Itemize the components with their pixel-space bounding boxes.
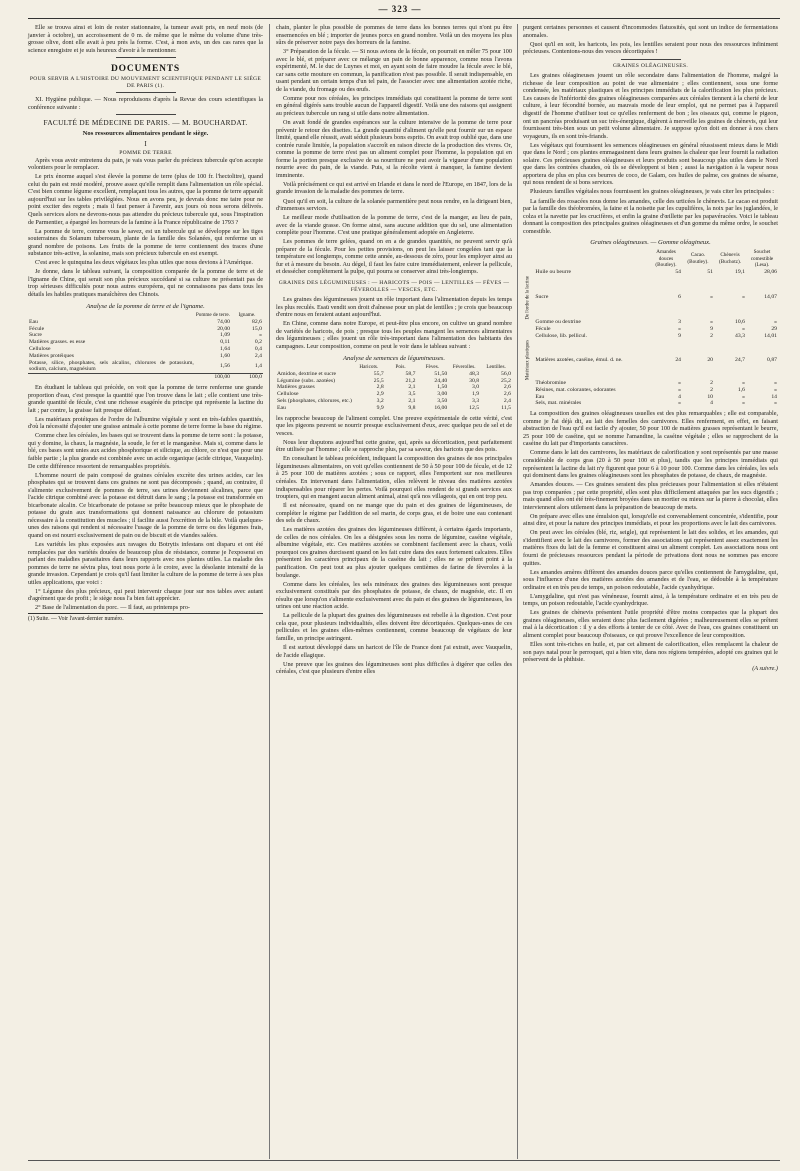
column-header: Chènevis (Buchotz). bbox=[718, 252, 742, 265]
paragraph: Les variétés les plus exposées aux ravages du Botrytis infestans ont disparu et ont été remplacées par des variétés douées de beaucoup plus de résistance, comme je l'exposerai en parlant des maladies parasitaires dans leurs rapports avec nos plantes utiles. La maladie des pommes de terre ne sévira plus, tout nous porte à le croire, avec la désolante intensité de la grande invasion. Cependant je crois qu'il faut limiter la culture de la pomme de terre à ses plus utiles applications, que voici : bbox=[28, 541, 263, 586]
paragraph: On prépare avec elles une émulsion qui, lorsqu'elle est convenablement concentrée, s'identifie, pour ainsi dire, et pour la nature des principes immédiats, et pour les proportions avec le lait des carnivores. bbox=[523, 512, 778, 528]
table-caption: Graines oléagineuses. — Gomme oléagineux. bbox=[590, 239, 711, 247]
paragraph: Les graines de chènevis présentent l'utile propriété d'être moins compactes que la plupart des graines oléagineuses, elles seraient donc plus facilement digérées ; malheureusement elles se prêtent mal à la décortication : il y a des efforts à tenter de ce côté. Avec de l'eau, ces graines constituent un aliment complet pour beaucoup d'oiseaux, ce qui prouve l'excellence de leur composition. bbox=[523, 609, 778, 639]
divider bbox=[116, 57, 176, 58]
paragraph: Une preuve que les graines des légumineuses sont plus difficiles à digérer que celles des céréales, c'est que plusieurs d'entre elles bbox=[276, 660, 512, 676]
section-title: DOCUMENTS bbox=[111, 64, 180, 75]
paragraph: Je donne, dans le tableau suivant, la composition comparée de la pomme de terre et de l'Igname de Chine, qui serait son plus précieux succédané si sa culture ne présentait pas de trop sérieuses difficultés pour nous autres européens, qui ne connaissons pas dans tous les détails les habiles pratiques maraîchères des Chinois. bbox=[28, 268, 263, 298]
legume-heading: GRAINES DES LÉGUMINEUSES : — HARICOTS — POIS — LENTILLES — FÈVES — FÉVEROLLES — VESCES, ETC. bbox=[278, 280, 510, 293]
paragraph: Quoi qu'il en soit, les haricots, les pois, les lentilles seraient pour nous des ressources infiniment précieuses. Contentons-nous des vesces décortiquées ! bbox=[523, 40, 778, 56]
paragraph: En Chine, comme dans notre Europe, et peut-être plus encore, on cultive un grand nombre de variétés de haricots, de pois ; presque tous les peuples mangent les semences alimentaires des légumineuses ; elles jouent un rôle très-important dans l'alimentation des habitants des campagnes. Leur composition, comme on peut le voir dans le tableau suivant : bbox=[276, 320, 512, 350]
table-caption: Analyse de la pomme de terre et de l'igname. bbox=[86, 302, 205, 310]
column-header: Haricots. bbox=[359, 364, 379, 371]
table-row: Matériaux plastiques Matières azotées, caséine, émul. d. ne. 24 20 24,7 0,87 bbox=[525, 339, 777, 380]
paragraph: Comme chez les céréales, les bases qui se trouvent dans la pomme de terre sont : la potasse, qui y domine, la chaux, la magnésie, la soude, le fer et le manganèse. Mais si, comme dans le blé, ces bases sont unies aux acides phosphorique et silicique, au chlore, ce n'est que pour une faible partie ; la plus grande est combinée avec un acide organique (acide citrique, Vauquelin). De cette différence ressortent de remarquables propriétés. bbox=[28, 432, 263, 470]
section-subtitle: POUR SERVIR A L'HISTOIRE DU MOUVEMENT SCIENTIFIQUE PENDANT LE SIÉGE DE PARIS (1). bbox=[29, 76, 262, 89]
table-row: Matières grasses. es esse 0,11 0,2 bbox=[29, 339, 262, 346]
paragraph: Nous leur disputons aujourd'hui cette graine, qui, après sa décortication, peut parfaitement être utilisée par l'homme ; elle se rapproche plus, par sa saveur, des haricots que des pois. bbox=[276, 438, 512, 454]
divider bbox=[116, 92, 176, 93]
paragraph: Comme pour nos céréales, les principes immédiats qui constituent la pomme de terre sont en général digérés sans trouble aucun de l'appareil digestif. Voilà une des raisons qui assignent au précieux tubercule un rang si utile dans notre alimentation. bbox=[276, 94, 512, 118]
page-number: — 323 — bbox=[378, 4, 422, 14]
column-header: Lentilles. bbox=[486, 364, 506, 371]
table-row: Potasse, silice, phosphates, sels alcalins, chlorures de potassium, sodium, calcium, magnésium 1,56 1,4 bbox=[29, 359, 262, 373]
table-row: Cellulose 2,9 3,5 3,00 1,9 2,6 bbox=[277, 391, 511, 398]
table-row: Sels (phosphates, chlorures, etc.) 3,2 2,1 3,50 3,3 2,4 bbox=[277, 398, 511, 405]
intro-paragraph: Elle se trouva ainsi et loin de rester stationnaire, la tumeur avait pris, en neuf mois (de janvier à octobre), un accroissement de 0 m. de même que le même du volume d'une très-grosse olive, dont elle avait à peu près la forme. C'est, à mon avis, un des cas rares que la science enregistre et je suis heureux d'avoir à le mentionner. bbox=[28, 24, 263, 54]
column-2 bbox=[276, 24, 512, 677]
paragraph: La pellicule de la plupart des graines des légumineuses est rebelle à la digestion. C'est pour cela que, pour plusieurs individualités, elles doivent être décortiquées. Quelques-unes de ces pellicules et les graines elles-mêmes contiennent, comme beaucoup de végétaux de leur famille, un principe astringent. bbox=[276, 612, 512, 642]
paragraph: Les végétaux qui fournissent les semences oléagineuses en général réussissent mieux dans le Midi que dans le Nord ; ces plantes emmagasinent dans leurs graines la chaleur que leur fournit la radiation solaire. Ces précieuses graines oléagineuses et leurs produits sont beaucoup plus utiles dans le Nord que dans les contrées chaudes, où ils se développent si bien ; aussi la navigation à la vapeur nous apportera de plus en plus ces beurres de coco, de Galam, ces huiles de palme, ces graines de sésame, qui nous rendent de si bons services. bbox=[523, 141, 778, 187]
paragraph: Les matériaux protéiques de l'ordre de l'albumine végétale y sont en très-faibles quantités, d'où la nécessité d'ajouter une graisse animale à cette pomme de terre forme la base du régime. bbox=[28, 415, 263, 431]
table-row: Matières grasses 2,8 2,1 1,50 3,0 2,6 bbox=[277, 384, 511, 391]
item-intro: XI. Hygiène publique. — Nous reproduisons d'après la Revue des cours scientifiques la conférence suivante : bbox=[28, 96, 263, 111]
paragraph: Le prix énorme auquel s'est élevée la pomme de terre (plus de 100 fr. l'hectolitre), quand celui du pain est resté modéré, prouve assez qu'elle remplit dans l'alimentation un rôle spécial. C'est bien comme légume excellent, remplaçant tous les autres, que la pomme de terre apparaît aujourd'hui sur les tables privilégiées. Nous en avons peu, je devrais donc me taire pour ne point exciter des regrets ; mais il faut penser à l'avenir, aux jours où nous serons délivrés. Quels services alors ne devrons-nous pas attendre du précieux tubercule qui, sous l'inspiration de Parmentier, a épargné les horreurs de la famine à la France républicaine de 1793 ? bbox=[28, 173, 263, 226]
paragraph: Le meilleur mode d'utilisation de la pomme de terre, c'est de la manger, au lieu de pain, avec de la viande grasse. On forme ainsi, sans aucune addition que du sel, une alimentation complète pour l'homme. C'est une pratique généralement adoptée en Angleterre. bbox=[276, 214, 512, 237]
paragraph: La composition des graines oléagineuses usuelles est des plus remarquables ; elle est comparable, comme je l'ai déjà dit, au lait des femelles des carnivores. Elles renferment, en effet, en faisant abstraction de l'eau qu'il est facile d'y ajouter, 50 pour 100 de matières grasses représentant le beurre, 25 pour 100 de caséine, qui se nomme l'amandine, la caséine végétale ; elles se rapprochent de la caséine du lait par d'importants caractères. bbox=[523, 410, 778, 448]
lecture-title: Nos ressources alimentaires pendant le siège. bbox=[82, 130, 209, 138]
paragraph: Quoi qu'il en soit, la culture de la solanée parmentière peut nous rendre, en la dirigeant bien, d'immenses services. bbox=[276, 197, 512, 213]
potato-heading: POMME DE TERRE bbox=[119, 150, 172, 157]
paragraph: On avait fondé de grandes espérances sur la culture intensive de la pomme de terre pour prévenir le retour des disettes. La grande quantité d'aliment qu'elle peut fournir sur un espace limité, quand elle réussit, avait séduit plusieurs bons esprits. On avait trop oublié que, dans une contrée rurale limitée, la population s'accroît en raison directe de la production des vivres. Or, comme la pomme de terre n'est pas un aliment complet pour l'homme, la population qui en forme la portion presque exclusive de sa nourriture ne peut avoir la vigueur d'une population nourrie avec du pain, de la viande. Puis, si la récolte vient à manquer, la famine devient imminente. bbox=[276, 119, 512, 179]
table-row: Fécule » 9 » 29 bbox=[535, 326, 777, 333]
table-row: Eau 4 10 » 14 bbox=[535, 393, 777, 400]
paragraph: L'homme nourri de pain composé de graines céréales excrète des urines acides, car les phosphates qui se trouvent dans ces graines ne sont pas décomposés ; quand, au contraire, il s'alimente exclusivement de pommes de terre, ses urines deviennent alcalines, parce que l'acide citrique combiné avec la potasse est détruit dans le sang ; la potasse est transformée en bicarbonate alcalin. Ce bicarbonate de potasse se prête beaucoup mieux que le phosphate de potasse du grain aux transformations qui donnent naissance au chlorure de potassium nécessaire à la constitution des muscles ; il facilite aussi l'excrétion de la bile. Voilà quelques-unes des raisons qui rendent si nécessaire l'usage de la pomme de terre ou des légumes frais, quand on est nourri exclusivement de pain ou de biscuit et de viandes salées. bbox=[28, 471, 263, 539]
paragraph: Comme dans les céréales, les sels minéraux des graines des légumineuses sont presque exclusivement constitués par des phosphates de potasse, de chaux, de magnésie, etc. Il en résulte que lorsqu'on s'alimente exclusivement avec du pain et des graines de légumineuses, les urines ont une réaction acide. bbox=[276, 580, 512, 611]
table-row: Matières protéiques 1,60 2,4 bbox=[29, 352, 262, 359]
oleaginous-heading: GRAINES OLÉAGINEUSES. bbox=[612, 62, 689, 69]
paragraph: Il est surtout développé dans un haricot de l'île de France dont j'ai extrait, avec Vauquelin, de l'acide ellagique. bbox=[276, 644, 512, 659]
top-rule bbox=[28, 18, 780, 19]
table-row: Théobromine » 2 » » bbox=[535, 379, 777, 386]
column-header: Cacao. (Boutley). bbox=[687, 252, 709, 265]
footnote: (1) Suite. — Voir l'avant-dernier numéro. bbox=[28, 613, 263, 624]
paragraph: Amandes douces. — Ces graines seraient des plus précieuses pour l'alimentation si elles n'étaient pas trop comparées ; par cette propriété, elles sont plus difficilement attaquées par les sucs digestifs ; mais quand elles ont été très-finement broyées dans un mortier ou mieux sur la pierre à chocolat, elles interviennent alors utilement dans la préparation de beaucoup de mets. bbox=[523, 481, 778, 511]
table-row: Huile ou beurre 54 51 19,1 28,06 bbox=[535, 269, 777, 276]
column-header: Pois. bbox=[395, 364, 406, 371]
faculty-heading: FACULTÉ DE MÉDECINE DE PARIS. — M. BOUCHARDAT. bbox=[43, 118, 248, 128]
paragraph: C'est avec le quinquina les deux végétaux les plus utiles que nous devions à l'Amérique. bbox=[35, 259, 253, 267]
column-header: Amandes douces (Boutley). bbox=[655, 248, 677, 269]
to-be-continued: (A suivre.) bbox=[752, 665, 778, 673]
paragraph: On peut avec les céréales (blé, riz, seigle), qui représentent le lait des solides, et les amandes, qui s'identifient avec le lait des carnivores, former des associations qui représentent assez exactement les matières fixes du lait de la femme et constituent ainsi un aliment complet. Les associations nous ont fourni de précieuses ressources pendant la période de privations dont nous ne sommes pas encore quittes. bbox=[523, 529, 778, 567]
column-1 bbox=[28, 24, 263, 625]
table-total-row: 100,00 100,0 bbox=[28, 374, 263, 381]
table-row: Résines, mat. colorantes, odorantes » 2 1,6 » bbox=[535, 386, 777, 393]
paragraph: En consultant le tableau précédent, indiquant la composition des graines de nos principales légumineuses alimentaires, on voit qu'elles contiennent de 50 à 50 pour 100 de fécule, et de 12 à 25 pour 100 de matières azotées ; sous ce rapport, elles l'emportent sur nos meilleures céréales. En intervenant dans l'alimentation, elles relèvent le niveau des matières azotées indispensables pour réparer les pertes. Voilà pourquoi elles rendent de si grands services aux troupiers, qui en mangent aucun aliment animal, ainsi qu'à nos villageois, qui en ont trop peu. bbox=[276, 455, 512, 501]
column-separator bbox=[517, 24, 518, 1159]
column-header: Fèves. bbox=[425, 364, 440, 371]
paragraph: purgent certaines personnes et causent d'incommodes flatuosités, qui sont un indice de fermentations anomales. bbox=[523, 24, 778, 39]
table-row: Eau 74,00 82,6 bbox=[29, 318, 262, 325]
paragraph: Elles sont très-riches en huile, et, par cet aliment de calorification, elles remplacent la chaleur de son pays natal pour le perroquet, qui a bien vite, dans nos régions tempérées, adopté ces graines qui le préservent de la phthisie. bbox=[523, 641, 778, 664]
paragraph: En étudiant le tableau qui précède, on voit que la pomme de terre renferme une grande proportion d'eau, c'est presque la quantité que l'on trouve dans le lait ; elle contient une très-grande quantité de fécule, c'est une richesse exagérée du principe qui représente la lactine du lait ; par contre, la graisse fait presque défaut. bbox=[28, 384, 263, 414]
table-row: Amidon, dextrine et sucre 55,7 58,7 51,50 48,3 56,0 bbox=[277, 370, 511, 377]
table-row: Cellulose, lib. pellicul. 9 2 43,3 14,01 bbox=[535, 333, 777, 340]
paragraph: Les graines des légumineuses jouent un rôle important dans l'alimentation depuis les temps les plus reculés. Esaü vendit son droit d'aînesse pour un plat de lentilles ; je crois que beaucoup d'entre nous en feraient autant aujourd'hui. bbox=[276, 296, 512, 319]
potato-igname-table bbox=[28, 312, 263, 381]
column-header: Souchet comestible (Lesa). bbox=[750, 248, 774, 269]
paragraph: Les pommes de terre gelées, quand on en a de grandes quantités, ne peuvent servir qu'à préparer de la fécule. Pour les petites provisions, on peut les laisser congelées tant que la température est longtemps, comme cette année, au-dessous de zéro, pour les employer ainsi au fur et à mesure du besoin. Au dégel, il faut les faire cuire immédiatement, enlever la pellicule, et dessécher complètement la pulpe, qui pourra se conserver ainsi très-longtemps. bbox=[276, 238, 512, 276]
paragraph: Voilà précisément ce qui est arrivé en Irlande et dans le nord de l'Europe, en 1847, lors de la grande invasion de la maladie des pommes de terre. bbox=[276, 180, 512, 196]
paragraph: Après vous avoir entretenu du pain, je vais vous parler du précieux tubercule qu'on accepte volontiers pour le remplacer. bbox=[28, 156, 263, 172]
column-separator bbox=[269, 24, 270, 1159]
table-row: Cellulose 1,64 0,4 bbox=[29, 346, 262, 353]
section-numeral: I bbox=[144, 139, 147, 148]
column-header: Pomme de terre. bbox=[195, 312, 230, 319]
table-row: Sucre 1,09 » bbox=[29, 332, 262, 339]
paragraph: 1° Légume des plus précieux, qui peut intervenir chaque jour sur nos tables avec autant d'agrément que de profit ; le siège nous l'a bien fait apprécier. bbox=[28, 587, 263, 603]
divider bbox=[116, 114, 176, 115]
column-header: Igname. bbox=[238, 312, 256, 319]
paragraph: L'amygdaline, qui n'est pas vénéneuse, fournit ainsi, à la température ordinaire et en très peu de temps, un poison redoutable, l'acide cyanhydrique. bbox=[523, 592, 778, 608]
oleaginous-table bbox=[523, 249, 778, 407]
paragraph: Comme dans le lait des carnivores, les matériaux de calorification y sont représentés par une masse considérable de corps gras (20 à 50 pour 100 et plus), tandis que les principes immédiats qui représentent la lactine du lait n'y figurent que pour 6 à 10 pour 100. Comme dans les céréales, les sels qui dominent dans les graines oléagineuses sont les phosphates de potasse, de chaux, de magnésie. bbox=[523, 449, 778, 480]
table-caption: Analyse de semences de légumineuses. bbox=[343, 354, 445, 362]
table-row: De l'ordre de la lactine Sucre 6 » » 14,07 bbox=[525, 276, 777, 320]
paragraph: les rapproche beaucoup de l'aliment complet. Une preuve expérimentale de cette vérité, c'est que les pigeons peuvent se nourrir presque exclusivement d'eux, avec quelque peu de sel et de vesces. bbox=[276, 414, 512, 437]
paragraph: 2° Base de l'alimentation du porc. — Il faut, au printemps pro- bbox=[35, 604, 190, 612]
paragraph: La pomme de terre, comme vous le savez, est un tubercule qui se développe sur les tiges souterraines du Solanum tuberosum, plante de la famille des Solanées, qui renferme un si grand nombre de poisons. Les fruits de la pomme de terre contiennent des traces d'une substance très-active, la solanine, mais son précieux tubercule en est exempt. bbox=[28, 227, 263, 258]
table-row: Sels, mat. minérales » 4 » » bbox=[535, 400, 777, 407]
paragraph: Les graines oléagineuses jouent un rôle secondaire dans l'alimentation de l'homme, malgré la richesse de leur composition au point de vue alimentaire ; elles contiennent, sous une forme condensée, les matériaux plastiques et les principes immédiats de la calorification les plus précieux. Les causes de l'infériorité des graines oléagineuses comparées aux céréales tiennent à la cherté de leur culture, à leur fécondité bornée, au mauvais mode de leur emploi, qui ne permet pas à l'appareil digestif de l'homme d'utiliser tout ce qu'elles renferment de bon ; les oiseaux qui, comme le pigeon, ont un pancréas produisant un suc très-énergique, digèrent à merveille les graines de chènevis, qui leur fournissent très-bien sous un petit volume alimentaire. Je suppose qu'on doit en donner à nos chers voyageurs, ils en sont très-friands. bbox=[523, 72, 778, 140]
paragraph: chain, planter le plus possible de pommes de terre dans les bonnes terres qui n'ont pu être ensemencées en blé ; importer de jeunes porcs en grand nombre. Voilà un des moyens les plus sûrs de préserver notre pays des horreurs de la famine. bbox=[276, 24, 512, 47]
paragraph: La famille des rosacées nous donne les amandes, celle des urticées le chènevis. Le cacao est produit par la famille des théobromées, la faine et la noisette par les cupulifères, la noix par les juglandées, le colza et la navette par les crucifères, et enfin la graine d'œillette par les papavéracées. Voici le tableau donnant la composition des principales graines oléagineuses et d'un gomme du même ordre, le souchet comestible. bbox=[523, 197, 778, 235]
paragraph: Les matières azotées des graines des légumineuses diffèrent, à certains égards importants, de celles de nos céréales. On les a désignées sous les noms de légumine, caséine végétale, albumine végétale, etc. Ces matières azotées se combinent facilement avec la chaux, voilà pourquoi ces graines durcissent quand on les fait cuire dans des eaux fortement calcaires. Elles présentent les caractères principaux de la caséine du lait ; elles ne se prêtent point à la panification. On peut tout au plus ajouter quelques centièmes de farine de fèveroles à la boulange. bbox=[276, 526, 512, 579]
divider bbox=[621, 59, 681, 60]
table-row: Gomme ou dextrine 3 » 10,6 » bbox=[535, 319, 777, 326]
bottom-rule bbox=[28, 1160, 780, 1161]
column-header: Féverolles. bbox=[452, 364, 476, 371]
paragraph: Plusieurs familles végétales nous fournissent les graines oléagineuses, je vais citer les principales : bbox=[530, 188, 774, 196]
column-3 bbox=[523, 24, 778, 674]
table-row: Eau 9,9 9,8 16,00 12,5 11,5 bbox=[277, 404, 511, 411]
paragraph: Il est nécessaire, quand on ne mange que du pain et des graines de légumineuses, de compléter le régime par l'addition de sel marin, de corps gras, et de boire une eau contenant des sels de chaux. bbox=[276, 502, 512, 525]
legume-table bbox=[276, 364, 512, 412]
paragraph: 3° Préparation de la fécule. — Si nous avions de la fécule, on pourrait en mêler 75 pour 100 avec le blé, et préparer avec ce mélange un pain de bonne apparence, comme nous l'avons expérimenté, M. le duc de Luynes et moi, en ayant soin de faire moudre la fécule avec le blé, car sans cette mouture en commun, la panification n'est pas possible. Il serait indispensable, en usant pendant un certain temps d'un tel pain, de l'associer avec une alimentation azotée riche, de la viande, du fromage ou des œufs. bbox=[276, 48, 512, 93]
table-row: Fécule 20,00 15,0 bbox=[29, 325, 262, 332]
table-row: Légumine (subs. azotées) 25,5 21,2 24,40 30,8 25,2 bbox=[277, 377, 511, 384]
paragraph: Les amandes amères diffèrent des amandes douces parce qu'elles contiennent de l'amygdaline, qui, sous l'influence d'une des matières azotées des amandes et de l'eau, se dédouble à la température ordinaire et en très peu de temps, un poison redoutable, l'acide cyanhydrique. bbox=[523, 568, 778, 591]
